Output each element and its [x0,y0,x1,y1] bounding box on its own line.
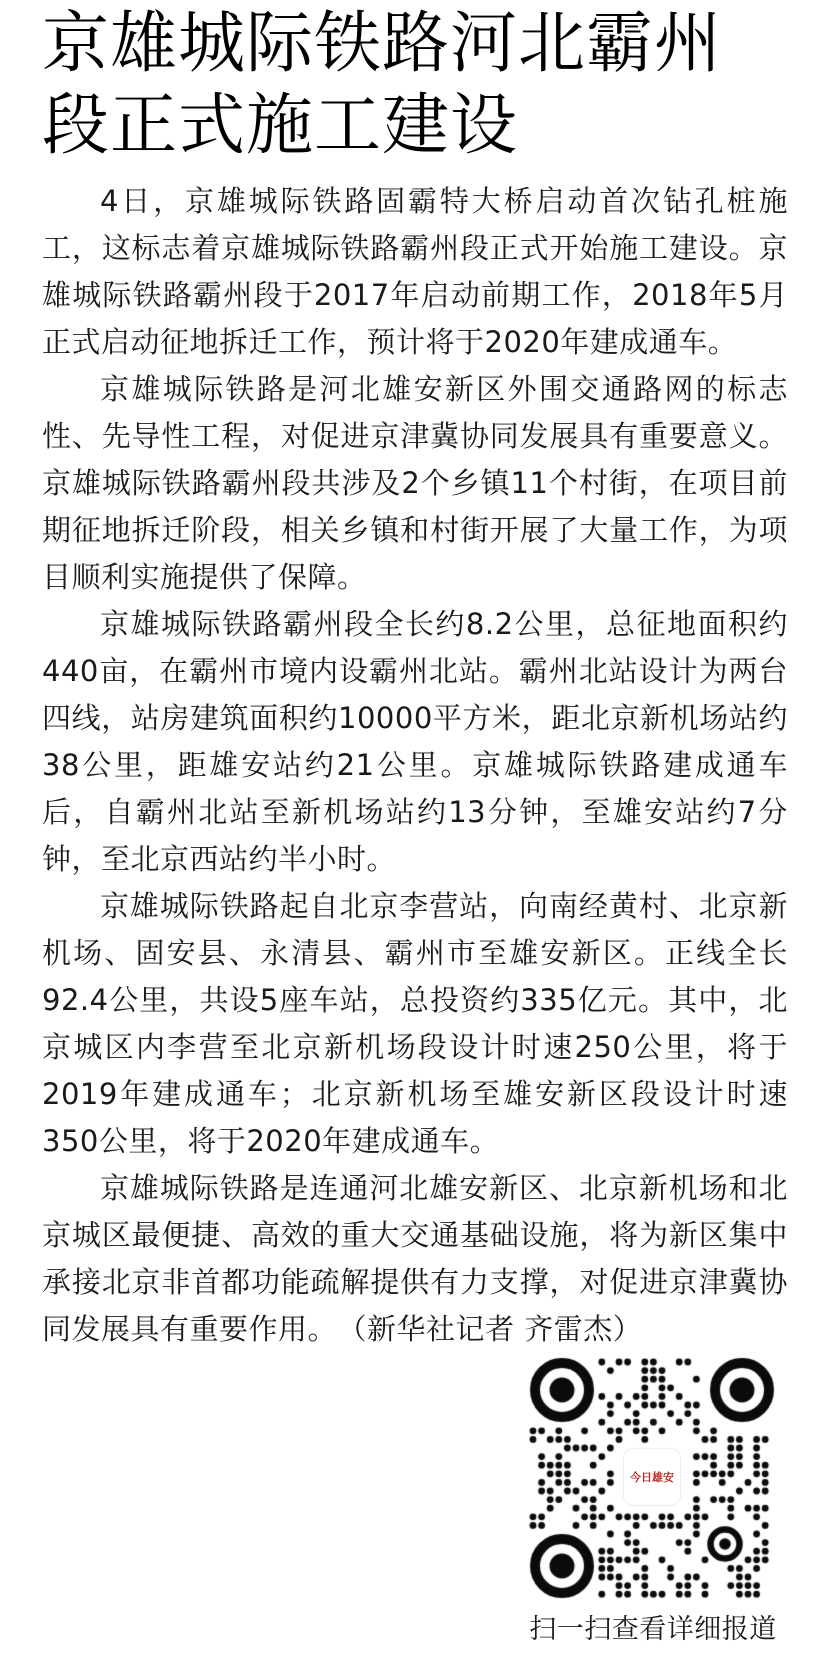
qr-center-logo [623,1448,681,1506]
article-paragraph: 京雄城际铁路霸州段全长约8.2公里，总征地面积约440亩，在霸州市境内设霸州北站。霸州北站设计为两台四线，站房建筑面积约10000平方米，距北京新机场站约38公里，距雄安站约21公里。京雄城际铁路建成通车后，自霸州北站至新机场站约13分钟，至雄安站约7分钟，至北京西站约半小时。 [42,607,788,876]
qr-caption: 扫一扫查看详细报道 [529,1614,777,1645]
article-body [42,178,788,1353]
qr-logo-text: 今日雄安 [630,1470,674,1484]
qr-block [528,1357,778,1646]
article-paragraph: 京雄城际铁路是河北雄安新区外围交通路网的标志性、先导性工程，对促进京津冀协同发展具有重要意义。京雄城际铁路霸州段共涉及2个乡镇11个村街，在项目前期征地拆迁阶段，相关乡镇和村街开展了大量工作，为项目顺利实施提供了保障。 [42,372,788,594]
article-title: 京雄城际铁路河北霸州段正式施工建设 [42,4,722,164]
article-paragraph: 京雄城际铁路是连通河北雄安新区、北京新机场和北京城区最便捷、高效的重大交通基础设施，将为新区集中承接北京非首都功能疏解提供有力支撑，对促进京津冀协同发展具有重要作用。 （新华社记者 齐雷杰） [42,1171,788,1346]
article-paragraph: 京雄城际铁路起自北京李营站，向南经黄村、北京新机场、固安县、永清县、霸州市至雄安新区。正线全长92.4公里，共设5座车站，总投资约335亿元。其中，北京城区内李营至北京新机场段设计时速250公里，将于2019年建成通车；北京新机场至雄安新区段设计时速350公里，将于2020年建成通车。 [42,889,788,1158]
qr-code [528,1357,776,1599]
article-paragraph: 4日，京雄城际铁路固霸特大桥启动首次钻孔桩施工，这标志着京雄城际铁路霸州段正式开始施工建设。京雄城际铁路霸州段于2017年启动前期工作，2018年5月正式启动征地拆迁工作，预计将于2020年建成通车。 [42,184,788,359]
